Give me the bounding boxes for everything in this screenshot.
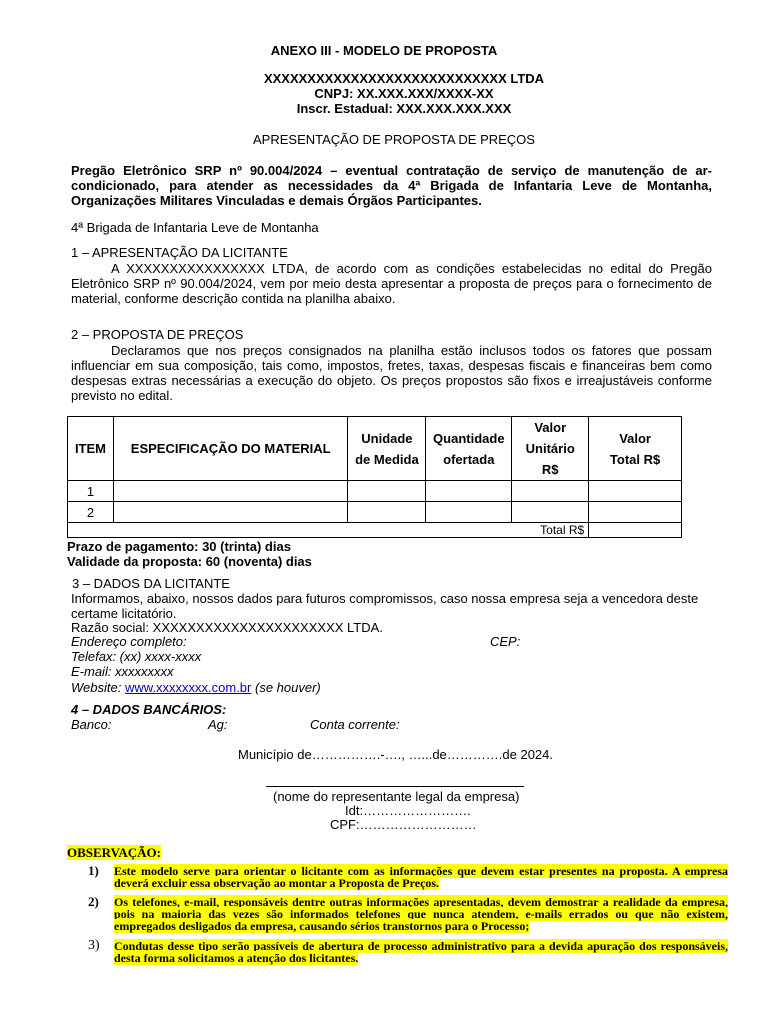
cep-field: CEP:	[490, 634, 521, 649]
col-total: Valor Total R$	[589, 417, 682, 481]
section2-text: Declaramos que nos preços consignados na planilha estão inclusos todos os fatores que possam influenciar em sua composição, tais como, impostos, fretes, taxas, despesas fiscais e financeiras bem como despesas extras necessárias a execução do objeto. Os preços propostos são fixos e irreajustáveis conforme previsto no edital.	[71, 343, 712, 403]
intro-paragraph: Pregão Eletrônico SRP nº 90.004/2024 – eventual contratação de serviço de manutenção de ar-condicionado, para atender as necessidades da 4ª Brigada de Infantaria Leve de Montanha, Organizações Militares Vinculadas e demais Órgãos Participantes.	[71, 163, 712, 208]
unit-cell[interactable]	[348, 502, 426, 523]
unit-price-cell[interactable]	[512, 502, 589, 523]
observation-text: Condutas desse tipo serão passíveis de abertura de processo administrativo para a devida apuração dos responsáveis, desta forma solicitamos a atenção dos licitantes.	[114, 939, 728, 965]
payment-term: Prazo de pagamento: 30 (trinta) dias	[67, 539, 291, 554]
table-header-row	[68, 417, 682, 481]
observation-text: Este modelo serve para orientar o licitante com as informações que devem estar presentes na proposta. A empresa deverá excluir essa observação ao montar a Proposta de Preços.	[114, 864, 728, 890]
website-link[interactable]: www.xxxxxxxx.com.br	[124, 680, 252, 695]
item-number: 2	[68, 502, 114, 523]
representative-label: (nome do representante legal da empresa)	[273, 789, 520, 804]
observations-title: OBSERVAÇÃO:	[67, 845, 161, 860]
observation-number: 1)	[88, 863, 99, 878]
validity-term: Validade da proposta: 60 (noventa) dias	[67, 554, 312, 569]
table-row	[68, 502, 682, 523]
signature-line	[266, 786, 524, 787]
observation-number: 2)	[88, 894, 99, 909]
place-date-line: Município de…………….-…., …...de………….de 2024.	[238, 747, 553, 762]
section1-text: A XXXXXXXXXXXXXXXX LTDA, de acordo com as condições estabelecidas no edital do Pregão Eletrônico SRP nº 90.004/2024, vem por meio desta apresentar a proposta de preços para o fornecimento de material, conforme descrição contida na planilha abaixo.	[71, 261, 712, 306]
annex-title: ANEXO III - MODELO DE PROPOSTA	[270, 43, 498, 58]
grand-total-cell[interactable]	[589, 523, 682, 538]
qty-cell[interactable]	[426, 481, 512, 502]
observation-text: Os telefones, e-mail, responsáveis dentre outras informações apresentadas, devem demostrar a realidade da empresa, pois na maioria das vezes são informados telefones que nunca atendem, e-mails errados ou que não existem, empregados desligados da empresa, causando sérios transtornos para o Processo;	[114, 895, 728, 933]
col-qty: Quantidade ofertada	[426, 417, 512, 481]
cnpj-line: CNPJ: XX.XXX.XXX/XXXX-XX	[314, 86, 494, 101]
section2-title: 2 – PROPOSTA DE PREÇOS	[71, 327, 244, 342]
agency-field: Ag:	[208, 717, 228, 732]
qty-cell[interactable]	[426, 502, 512, 523]
spec-cell[interactable]	[113, 502, 348, 523]
website-note: (se houver)	[255, 680, 321, 695]
col-unit-price: Valor Unitário R$	[512, 417, 589, 481]
company-name-header: XXXXXXXXXXXXXXXXXXXXXXXXXXXX LTDA	[263, 71, 545, 86]
observation-number: 3)	[88, 938, 100, 953]
bank-field: Banco:	[71, 717, 112, 732]
table-row	[68, 481, 682, 502]
spec-cell[interactable]	[113, 481, 348, 502]
unit-price-cell[interactable]	[512, 481, 589, 502]
total-label: Total R$	[68, 523, 589, 538]
section3-text: Informamos, abaixo, nossos dados para futuros compromissos, caso nossa empresa seja a vencedora deste certame licitatório.	[71, 591, 699, 621]
col-spec: ESPECIFICAÇÃO DO MATERIAL	[113, 417, 348, 481]
address-field: Endereço completo:	[71, 634, 187, 649]
total-cell[interactable]	[589, 502, 682, 523]
col-item: ITEM	[68, 417, 114, 481]
col-unit: Unidade de Medida	[348, 417, 426, 481]
addressee: 4ª Brigada de Infantaria Leve de Montanha	[71, 220, 319, 235]
section1-title: 1 – APRESENTAÇÃO DA LICITANTE	[71, 245, 288, 260]
company-legal-name: Razão social: XXXXXXXXXXXXXXXXXXXXXX LTDA.	[71, 620, 383, 635]
email-field: E-mail: xxxxxxxxx	[71, 664, 174, 679]
item-number: 1	[68, 481, 114, 502]
cpf-field: CPF:………………………	[330, 817, 477, 832]
website-label: Website:	[71, 680, 122, 695]
phone-field: Telefax: (xx) xxxx-xxxx	[71, 649, 202, 664]
account-field: Conta corrente:	[310, 717, 400, 732]
state-registration-line: Inscr. Estadual: XXX.XXX.XXX.XXX	[296, 101, 512, 116]
website-line	[71, 680, 321, 695]
table-total-row	[68, 523, 682, 538]
proposal-section-title: APRESENTAÇÃO DE PROPOSTA DE PREÇOS	[253, 132, 535, 147]
total-cell[interactable]	[589, 481, 682, 502]
price-table	[67, 416, 682, 538]
section3-title: 3 – DADOS DA LICITANTE	[72, 576, 230, 591]
unit-cell[interactable]	[348, 481, 426, 502]
idt-field: Idt:…………………….	[345, 803, 471, 818]
section4-title: 4 – DADOS BANCÁRIOS:	[71, 702, 227, 717]
